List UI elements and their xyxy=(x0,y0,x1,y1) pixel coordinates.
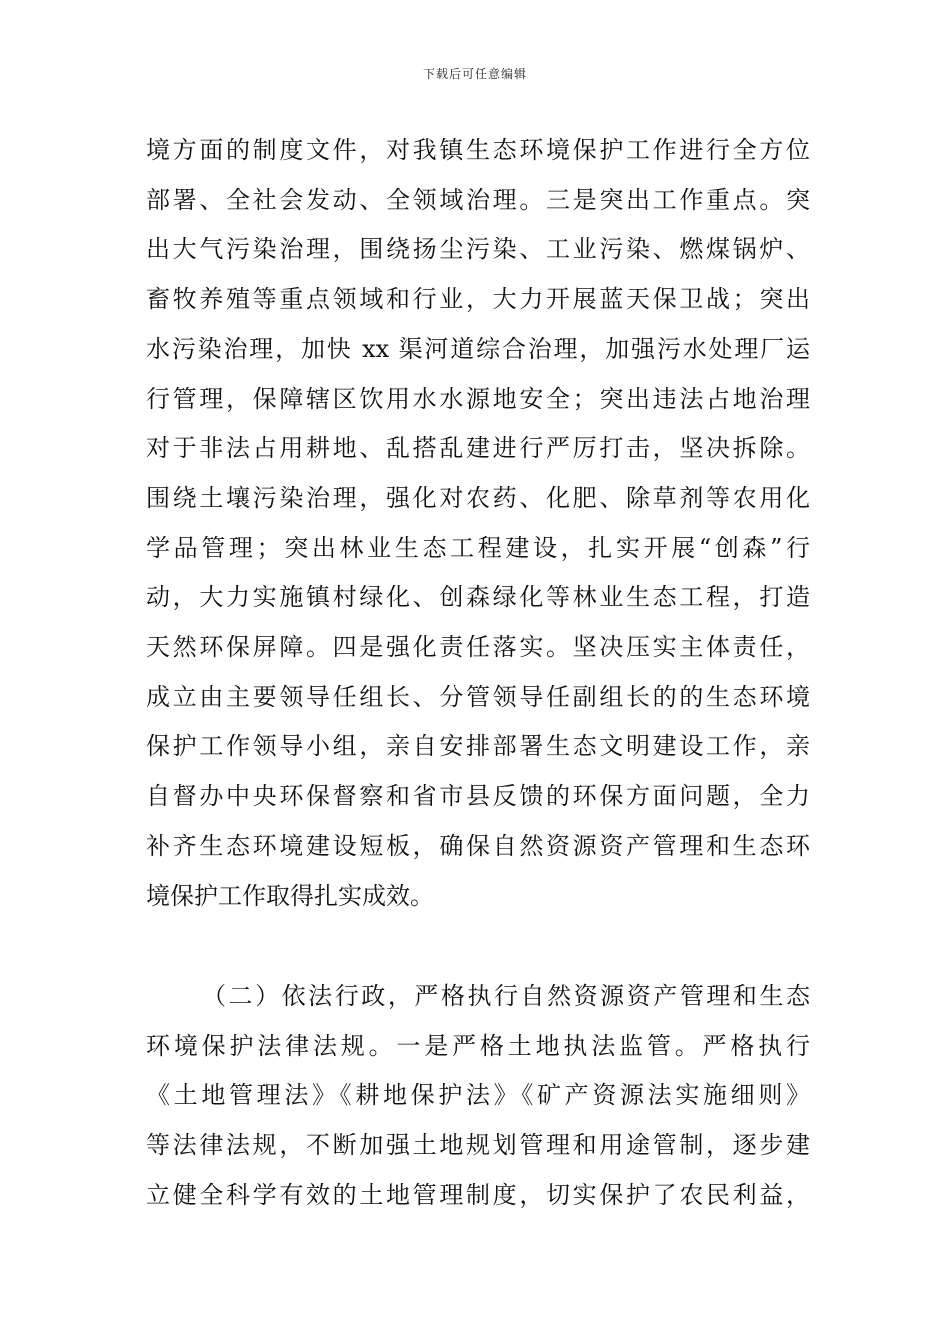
text-line: 出大气污染治理，围绕扬尘污染、工业污染、燃煤锅炉、 xyxy=(146,235,810,264)
text-line: （二）依法行政，严格执行自然资源资产管理和生态 xyxy=(202,982,810,1010)
text-line: 补齐生态环境建设短板，确保自然资源资产管理和生态环 xyxy=(146,831,810,860)
text-line: 围绕土壤污染治理，强化对农药、化肥、除草剂等农用化 xyxy=(146,483,810,512)
text-line: 自督办中央环保督察和省市县反馈的环保方面问题，全力 xyxy=(146,782,810,811)
text-line: 立健全科学有效的土地管理制度，切实保护了农民利益， xyxy=(146,1180,810,1209)
text-line: 动，大力实施镇村绿化、创森绿化等林业生态工程，打造 xyxy=(146,583,810,612)
text-line: 保护工作领导小组，亲自安排部署生态文明建设工作，亲 xyxy=(146,732,810,761)
text-line: 等法律法规，不断加强土地规划管理和用途管制，逐步建 xyxy=(146,1131,810,1160)
text-line: 境保护工作取得扎实成效。 xyxy=(146,881,434,910)
body-paragraph-2 xyxy=(146,972,810,1221)
body-paragraph-1 xyxy=(146,126,810,921)
text-line: 成立由主要领导任组长、分管领导任副组长的的生态环境 xyxy=(146,682,810,711)
text-line: 学品管理；突出林业生态工程建设，扎实开展“创森”行 xyxy=(146,533,810,562)
text-line: 行管理，保障辖区饮用水水源地安全；突出违法占地治理 xyxy=(146,384,810,413)
text-line: 部署、全社会发动、全领域治理。三是突出工作重点。突 xyxy=(146,185,810,214)
page-header: 下载后可任意编辑 xyxy=(422,67,527,81)
text-line: 天然环保屏障。四是强化责任落实。坚决压实主体责任， xyxy=(146,633,810,662)
text-line: 境方面的制度文件，对我镇生态环境保护工作进行全方位 xyxy=(146,136,810,164)
text-line: 环境保护法律法规。一是严格土地执法监管。严格执行 xyxy=(146,1031,810,1060)
text-line: 《土地管理法》《耕地保护法》《矿产资源法实施细则》 xyxy=(146,1081,810,1110)
text-line: 水污染治理，加快 xx 渠河道综合治理，加强污水处理厂运 xyxy=(146,334,810,363)
text-line: 对于非法占用耕地、乱搭乱建进行严厉打击，坚决拆除。 xyxy=(146,434,810,463)
text-line: 畜牧养殖等重点领域和行业，大力开展蓝天保卫战；突出 xyxy=(146,285,810,314)
